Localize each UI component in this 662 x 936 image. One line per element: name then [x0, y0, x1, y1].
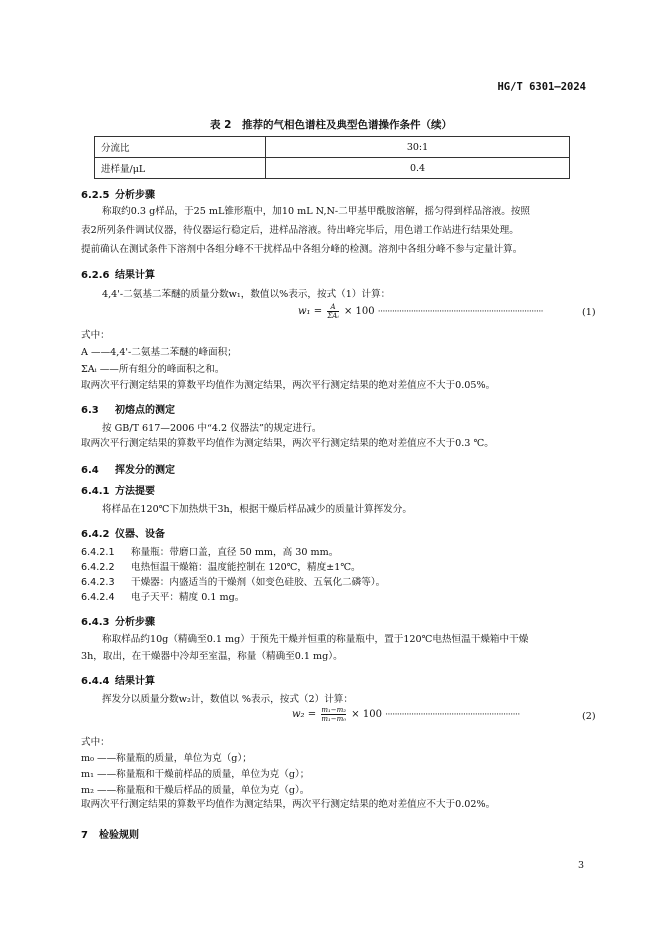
section-title: 检验规则 — [99, 830, 139, 841]
paragraph-line: 取两次平行测定结果的算数平均值作为测定结果，两次平行测定结果的绝对差值应不大于0.05%。 — [81, 380, 496, 391]
variable-definition: ΣAᵢ ——所有组分的峰面积之和。 — [81, 364, 225, 375]
page-number: 3 — [577, 860, 584, 871]
section-number: 6.4.1 — [81, 486, 110, 497]
paragraph-line: 称取约0.3 g样品，于25 mL锥形瓶中，加10 mL N,N-二甲基甲酰胺溶解，摇匀得到样品溶液。按照 — [102, 206, 531, 217]
item-number: 6.4.2.1 — [81, 547, 115, 558]
variable-definition: m₁ ——称量瓶和干燥前样品的质量，单位为克（g）； — [81, 769, 310, 780]
table-row — [95, 137, 570, 158]
equipment-item — [81, 561, 361, 575]
formula-rhs: × 100 — [351, 709, 382, 720]
section-heading-7 — [81, 826, 139, 841]
formula-numerator: m₁−m₂ — [321, 706, 347, 714]
formula-rhs: × 100 — [343, 306, 375, 317]
section-title: 初熔点的测定 — [115, 405, 175, 416]
standard-number: HG/T 6301—2024 — [497, 81, 586, 93]
equation-number: (1) — [582, 307, 596, 318]
section-heading-6-2-5 — [81, 186, 155, 201]
item-number: 6.4.2.2 — [81, 562, 115, 573]
formula-lhs: w₁ = — [298, 306, 323, 317]
formula-lhs: w₂ = — [292, 709, 317, 720]
equation-number: (2) — [582, 711, 596, 722]
paragraph-line: 将样品在120℃下加热烘干3h，根据干燥后样品减少的质量计算挥发分。 — [102, 504, 412, 515]
section-number: 6.2.5 — [81, 190, 110, 201]
section-number: 6.4.4 — [81, 676, 110, 687]
table-title: 表 2 推荐的气相色谱柱及典型色谱操作条件（续） — [210, 119, 452, 131]
parameter-table — [94, 136, 570, 179]
formula-denominator: ΣAᵢ — [327, 312, 339, 320]
paragraph-line: 提前确认在测试条件下溶剂中各组分峰不干扰样品中各组分峰的检测。溶剂中各组分峰不参与定量计算。 — [81, 244, 523, 255]
section-title: 结果计算 — [115, 676, 155, 687]
section-number: 6.3 — [81, 405, 99, 416]
formula-fraction — [321, 706, 346, 723]
table-cell-value: 30:1 — [266, 137, 570, 158]
variable-definition: m₂ ——称量瓶和干燥后样品的质量，单位为克（g）。 — [81, 785, 310, 796]
section-heading-6-2-6 — [81, 266, 155, 281]
table-cell-label: 进样量/μL — [95, 158, 266, 179]
equipment-item — [81, 576, 385, 590]
section-heading-6-3 — [81, 401, 175, 416]
section-heading-6-4-1 — [81, 482, 155, 497]
item-number: 6.4.2.4 — [81, 592, 115, 603]
section-heading-6-4-3 — [81, 613, 155, 628]
table-cell-value: 0.4 — [266, 158, 570, 179]
section-heading-6-4 — [81, 461, 175, 476]
formula-numerator: A — [330, 303, 336, 311]
section-title: 挥发分的测定 — [115, 465, 175, 476]
variable-definition: m₀ ——称量瓶的质量，单位为克（g）； — [81, 753, 252, 764]
paragraph-line: 3h，取出，在干燥器中冷却至室温，称量（精确至0.1 mg）。 — [81, 651, 343, 662]
section-heading-6-4-2 — [81, 525, 165, 540]
where-label: 式中： — [81, 330, 110, 341]
paragraph-line: 挥发分以质量分数w₂计，数值以 %表示，按式（2）计算： — [102, 694, 353, 705]
section-title: 仪器、设备 — [115, 529, 165, 540]
formula-fraction — [327, 303, 338, 320]
formula-denominator: m₁−m₀ — [321, 715, 347, 723]
formula-1: w₁ = $\frac{A}{\text{ΣAᵢ}}$ × 100 ······································································ — [298, 303, 544, 320]
section-number: 6.2.6 — [81, 270, 110, 281]
section-title: 分析步骤 — [115, 190, 155, 201]
item-text: 电子天平：精度 0.1 mg。 — [131, 592, 245, 603]
paragraph-line: 4,4'-二氨基二苯醚的质量分数w₁，数值以%表示，按式（1）计算： — [102, 289, 391, 300]
equipment-item — [81, 546, 338, 560]
section-number: 7 — [81, 830, 88, 841]
paragraph-line: 取两次平行测定结果的算数平均值作为测定结果，两次平行测定结果的绝对差值应不大于0.3 ℃。 — [81, 438, 494, 449]
section-number: 6.4.2 — [81, 529, 110, 540]
item-number: 6.4.2.3 — [81, 577, 115, 588]
section-title: 结果计算 — [115, 270, 155, 281]
section-title: 方法提要 — [115, 486, 155, 497]
item-text: 电热恒温干燥箱：温度能控制在 120℃，精度±1℃。 — [131, 562, 361, 573]
table-row — [95, 158, 570, 179]
item-text: 称量瓶：带磨口盖，直径 50 mm，高 30 mm。 — [131, 547, 339, 558]
section-number: 6.4 — [81, 465, 99, 476]
section-title: 分析步骤 — [115, 617, 155, 628]
table-cell-label: 分流比 — [95, 137, 266, 158]
paragraph-line: 表2所列条件调试仪器，待仪器运行稳定后，进样品溶液。待出峰完毕后，用色谱工作站进行结果处理。 — [81, 225, 519, 236]
formula-2: w₂ = $\frac{\text{m₁−m₂}}{\text{m₁−m₀}}$ × 100 ························································· — [292, 706, 520, 723]
section-heading-6-4-4 — [81, 672, 155, 687]
section-number: 6.4.3 — [81, 617, 110, 628]
where-label: 式中： — [81, 737, 110, 748]
paragraph-line: 按 GB/T 617—2006 中“4.2 仪器法”的规定进行。 — [102, 423, 322, 434]
paragraph-line: 称取样品约10g（精确至0.1 mg）于预先干燥并恒重的称量瓶中，置于120℃电热恒温干燥箱中干燥 — [102, 634, 529, 645]
item-text: 干燥器：内盛适当的干燥剂（如变色硅胶、五氧化二磷等）。 — [131, 577, 386, 588]
equipment-item — [81, 591, 244, 605]
paragraph-line: 取两次平行测定结果的算数平均值作为测定结果，两次平行测定结果的绝对差值应不大于0.02%。 — [81, 799, 496, 810]
variable-definition: A ——4,4'-二氨基二苯醚的峰面积； — [81, 347, 237, 358]
